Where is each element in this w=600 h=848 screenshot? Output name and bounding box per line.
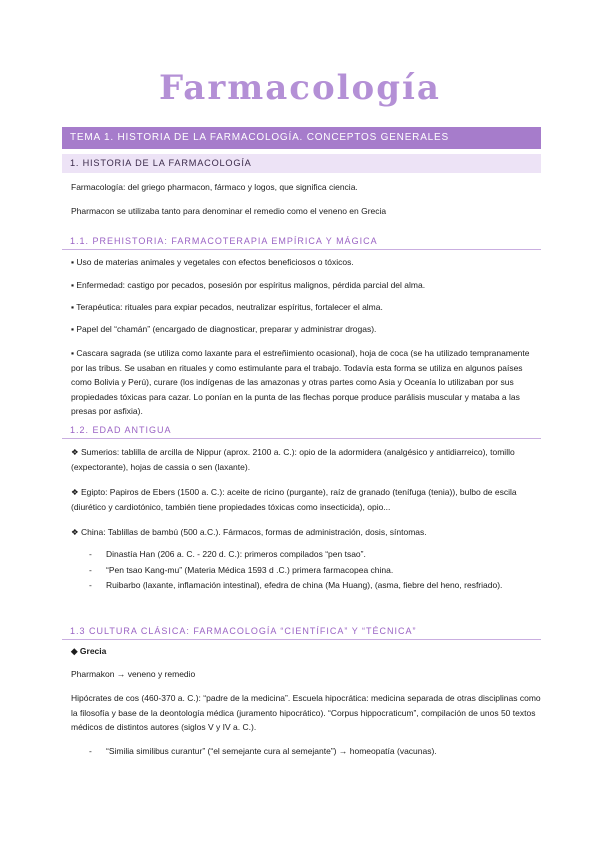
grecia-heading: ◆ Grecia <box>71 646 107 656</box>
subsection-heading: 1.2. EDAD ANTIGUA <box>62 425 541 439</box>
list-item: ▪ Papel del “chamán” (encargado de diagnosticar, preparar y administrar drogas). <box>71 324 377 334</box>
intro-paragraph: Farmacología: del griego pharmacon, fármaco y logos, que significa ciencia. <box>71 182 358 192</box>
paragraph: Hipócrates de cos (460-370 a. C.): “padre de la medicina”. Escuela hipocrática: medicina separada de otras disciplinas como la filosofía y base de la deontología médica (juramento hipocrático). “Corpus hippocraticum”, compilación de unos 50 textos médicos de distintos autores (siglos V y IV a. C.). <box>71 693 541 732</box>
list-item: Ruibarbo (laxante, inflamación intestinal), efedra de china (Ma Huang), (asma, fiebre del heno, resfriado). <box>106 580 503 590</box>
list-item: ▪ Enfermedad: castigo por pecados, posesión por espíritus malignos, pérdida parcial del alma. <box>71 280 426 290</box>
list-item: “Pen tsao Kang-mu” (Materia Médica 1593 d .C.) primera farmacopea china. <box>106 565 394 575</box>
list-item: ▪ Cascara sagrada (se utiliza como laxante para el estreñimiento ocasional), hoja de coca (se ha utilizado tempranamente por las tribus. Se usaban en rituales y como estimulante para el trabajo. Todavía esta forma se utiliza en algunos países como Bolivia y Perú), curare (los indígenas de las amazonas y otras partes como Asia y Oceanía lo utilizaban por sus propiedades tóxicas para cazar. Lo ponían en la punta de las flechas porque produce parálisis muscular y mataba a las presas por asfixia). <box>71 348 530 416</box>
list-item: ▪ Terapéutica: rituales para expiar pecados, neutralizar espíritus, fortalecer el alma. <box>71 302 383 312</box>
dash-bullet: - <box>89 580 92 590</box>
dash-bullet: - <box>89 565 92 575</box>
dash-bullet: - <box>89 746 92 756</box>
intro-paragraph: Pharmacon se utilizaba tanto para denominar el remedio como el veneno en Grecia <box>71 206 387 216</box>
list-item: “Similia similibus curantur” (“el semejante cura al semejante”) → homeopatía (vacunas). <box>106 746 437 756</box>
section-heading: 1. HISTORIA DE LA FARMACOLOGÍA <box>62 154 541 173</box>
dash-bullet: - <box>89 549 92 559</box>
subsection-heading: 1.1. PREHISTORIA: FARMACOTERAPIA EMPÍRICA Y MÁGICA <box>62 236 541 250</box>
list-item: ❖ Sumerios: tablilla de arcilla de Nippur (aprox. 2100 a. C.): opio de la adormidera (analgésico y antidiarreico), tomillo (expectorante), hojas de cassia o sen (laxante). <box>71 447 515 472</box>
subsection-heading: 1.3 CULTURA CLÁSICA: FARMACOLOGÍA “CIENTÍFICA” Y “TÉCNICA” <box>62 626 541 640</box>
list-item: Dinastía Han (206 a. C. - 220 d. C.): primeros compilados “pen tsao”. <box>106 549 366 559</box>
list-item: ❖ Egipto: Papiros de Ebers (1500 a. C.): aceite de ricino (purgante), raíz de granado (tenífuga (tenia)), bulbo de escila (diurético y cardiotónico, también tiene propiedades tóxicas como insecticida), opio... <box>71 487 517 512</box>
paragraph: Pharmakon → veneno y remedio <box>71 669 196 679</box>
document-title: Farmacología <box>159 68 441 108</box>
list-item: ❖ China: Tablillas de bambú (500 a.C.). Fármacos, formas de administración, dosis, síntomas. <box>71 527 427 537</box>
chapter-heading: TEMA 1. HISTORIA DE LA FARMACOLOGÍA. CONCEPTOS GENERALES <box>62 127 541 149</box>
list-item: ▪ Uso de materias animales y vegetales con efectos beneficiosos o tóxicos. <box>71 257 354 267</box>
